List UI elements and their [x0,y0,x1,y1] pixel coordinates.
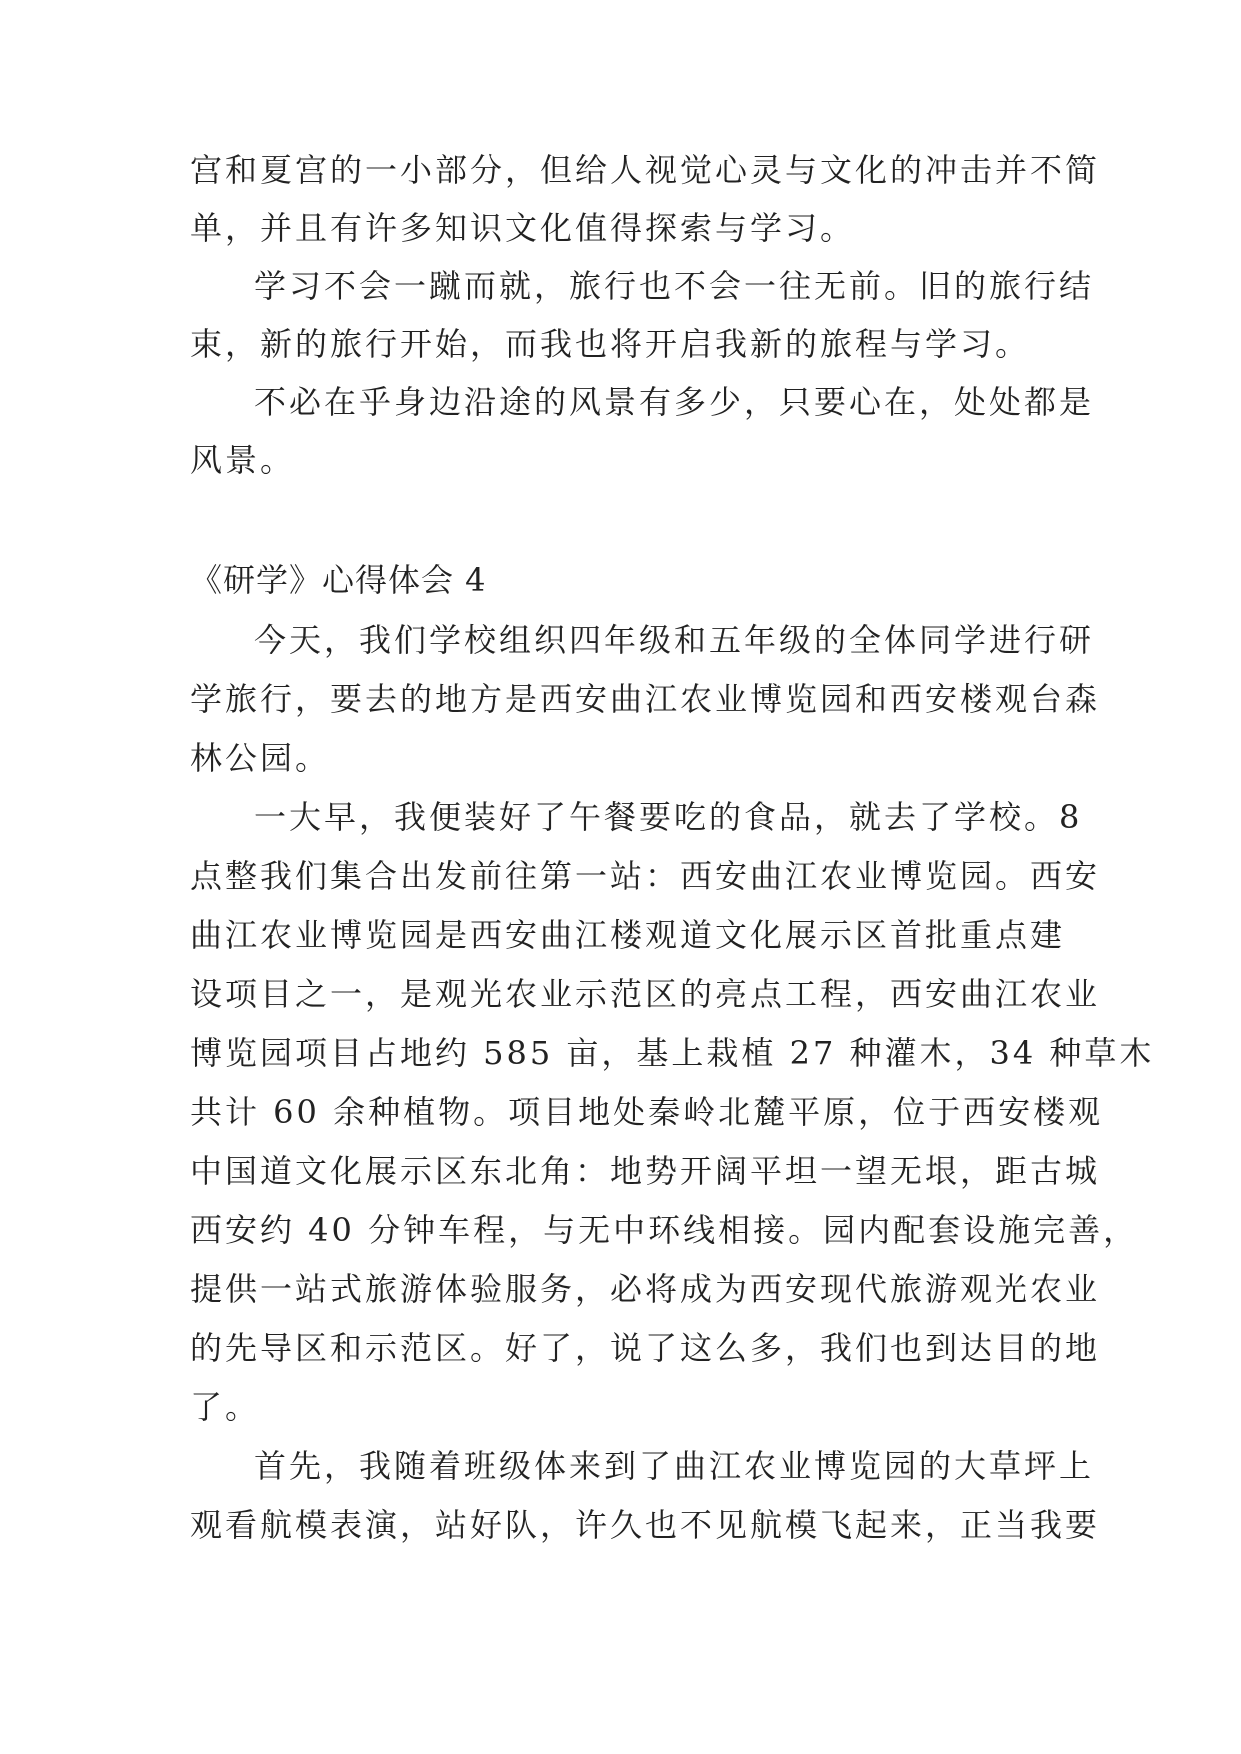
paragraph-line: 了。 [190,1388,261,1426]
paragraph-line: 的先导区和示范区。好了，说了这么多，我们也到达目的地 [190,1329,1101,1367]
paragraph-line: 中国道文化展示区东北角：地势开阔平坦一望无垠，距古城 [190,1152,1101,1190]
paragraph-line: 西安约 40 分钟车程，与无中环线相接。园内配套设施完善， [190,1211,1139,1249]
paragraph-line: 风景。 [190,441,296,479]
paragraph-line: 点整我们集合出发前往第一站：西安曲江农业博览园。西安 [190,857,1101,895]
section-heading: 《研学》心得体会 4 [190,561,487,599]
paragraph-line: 设项目之一，是观光农业示范区的亮点工程，西安曲江农业 [190,975,1101,1013]
paragraph-line: 共计 60 余种植物。项目地处秦岭北麓平原，位于西安楼观 [190,1093,1104,1131]
paragraph-line: 林公园。 [190,739,331,777]
paragraph-line: 曲江农业博览园是西安曲江楼观道文化展示区首批重点建 [190,916,1066,954]
paragraph-line: 宫和夏宫的一小部分，但给人视觉心灵与文化的冲击并不简 [190,151,1101,189]
paragraph-line: 观看航模表演，站好队，许久也不见航模飞起来，正当我要 [190,1506,1101,1544]
paragraph-line: 一大早，我便装好了午餐要吃的食品，就去了学校。8 [254,798,1083,836]
paragraph-line: 博览园项目占地约 585 亩，基上栽植 27 种灌木，34 种草木 [190,1034,1155,1072]
paragraph-line: 学旅行，要去的地方是西安曲江农业博览园和西安楼观台森 [190,680,1101,718]
paragraph-line: 首先，我随着班级体来到了曲江农业博览园的大草坪上 [254,1447,1095,1485]
paragraph-line: 学习不会一蹴而就，旅行也不会一往无前。旧的旅行结 [254,267,1095,305]
paragraph-line: 提供一站式旅游体验服务，必将成为西安现代旅游观光农业 [190,1270,1101,1308]
paragraph-line: 束，新的旅行开始，而我也将开启我新的旅程与学习。 [190,325,1031,363]
paragraph-line: 不必在乎身边沿途的风景有多少，只要心在，处处都是 [254,383,1095,421]
paragraph-line: 单，并且有许多知识文化值得探索与学习。 [190,209,856,247]
paragraph-line: 今天，我们学校组织四年级和五年级的全体同学进行研 [254,621,1095,659]
